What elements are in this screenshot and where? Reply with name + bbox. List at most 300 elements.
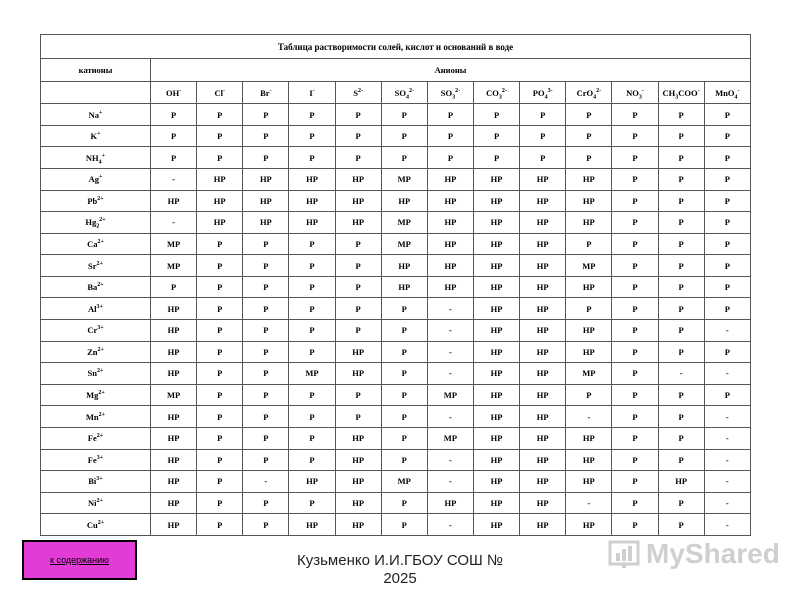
solubility-cell: P xyxy=(612,320,658,342)
solubility-cell: P xyxy=(289,320,335,342)
formula-base: NO xyxy=(626,87,639,98)
solubility-cell: P xyxy=(335,104,381,126)
solubility-cell: HP xyxy=(473,341,519,363)
solubility-cell: P xyxy=(197,104,243,126)
solubility-cell: P xyxy=(427,104,473,126)
solubility-cell: P xyxy=(335,233,381,255)
solubility-cell: P xyxy=(289,104,335,126)
formula-superscript: - xyxy=(641,87,644,94)
solubility-cell: HP xyxy=(473,190,519,212)
solubility-cell: HP xyxy=(151,449,197,471)
anion-header-cell xyxy=(473,81,519,103)
formula-base: Ba xyxy=(87,282,98,293)
solubility-cell: HP xyxy=(520,190,566,212)
formula-base: Ag xyxy=(88,174,99,185)
solubility-cell: HP xyxy=(520,341,566,363)
solubility-cell: P xyxy=(612,471,658,493)
solubility-cell: P xyxy=(197,255,243,277)
cation-cell xyxy=(41,514,151,536)
cation-cell xyxy=(41,384,151,406)
solubility-cell: P xyxy=(658,233,704,255)
solubility-cell: P xyxy=(658,276,704,298)
anions-header: Анионы xyxy=(151,59,751,81)
solubility-cell: HP xyxy=(151,341,197,363)
solubility-cell: HP xyxy=(520,384,566,406)
solubility-cell: HP xyxy=(427,276,473,298)
formula-base: Fe xyxy=(87,454,97,465)
solubility-cell: HP xyxy=(427,492,473,514)
logo-text: MyShared xyxy=(646,538,780,569)
solubility-cell: HP xyxy=(151,298,197,320)
solubility-cell: P xyxy=(197,320,243,342)
solubility-cell: P xyxy=(612,492,658,514)
solubility-cell: HP xyxy=(566,449,612,471)
anion-header-cell xyxy=(243,81,289,103)
solubility-cell: P xyxy=(612,363,658,385)
formula-subscript: 4 xyxy=(98,159,102,166)
solubility-cell: HP xyxy=(520,320,566,342)
table-row xyxy=(41,147,751,169)
solubility-cell: P xyxy=(566,233,612,255)
solubility-cell: HP xyxy=(151,320,197,342)
solubility-cell: HP xyxy=(381,190,427,212)
anion-header-cell xyxy=(658,81,704,103)
solubility-cell: P xyxy=(197,341,243,363)
formula-base: CO xyxy=(486,87,499,98)
solubility-cell: P xyxy=(566,104,612,126)
solubility-cell: P xyxy=(704,384,750,406)
solubility-cell: P xyxy=(612,449,658,471)
solubility-cell: P xyxy=(658,190,704,212)
solubility-cell: HP xyxy=(473,406,519,428)
formula-base: Fe xyxy=(87,433,97,444)
formula-base: Zn xyxy=(87,346,98,357)
solubility-cell: P xyxy=(289,233,335,255)
table-row xyxy=(41,427,751,449)
solubility-cell: P xyxy=(612,168,658,190)
formula-superscript: + xyxy=(101,152,106,159)
solubility-cell: - xyxy=(427,406,473,428)
formula-base: I xyxy=(309,87,313,98)
formula-superscript: + xyxy=(97,131,101,138)
formula-superscript: - xyxy=(179,87,182,94)
solubility-cell: HP xyxy=(197,212,243,234)
solubility-cell: - xyxy=(427,449,473,471)
solubility-cell: HP xyxy=(473,212,519,234)
solubility-cell: MP xyxy=(566,363,612,385)
solubility-cell: P xyxy=(381,125,427,147)
formula-base: Ni xyxy=(88,497,97,508)
formula-base: Al xyxy=(88,303,97,314)
solubility-cell: P xyxy=(197,276,243,298)
anion-header-cell xyxy=(381,81,427,103)
table-row xyxy=(41,320,751,342)
solubility-cell: P xyxy=(243,147,289,169)
formula-superscript: 2+ xyxy=(97,347,104,354)
cation-cell xyxy=(41,212,151,234)
anion-header-cell xyxy=(520,81,566,103)
formula-subscript: 3 xyxy=(452,94,456,101)
solubility-cell: MP xyxy=(289,363,335,385)
solubility-cell: - xyxy=(427,341,473,363)
solubility-cell: HP xyxy=(335,212,381,234)
solubility-cell: P xyxy=(658,427,704,449)
solubility-cell: P xyxy=(658,298,704,320)
formula-superscript: 2+ xyxy=(96,433,104,440)
anion-header-row xyxy=(41,81,751,103)
solubility-cell: P xyxy=(612,212,658,234)
solubility-cell: P xyxy=(335,125,381,147)
solubility-cell: - xyxy=(704,406,750,428)
footer-author xyxy=(270,552,530,588)
formula-base: Ca xyxy=(87,239,98,249)
solubility-cell: HP xyxy=(473,363,519,385)
anion-header-cell xyxy=(197,81,243,103)
solubility-cell: P xyxy=(658,125,704,147)
solubility-cell: P xyxy=(427,147,473,169)
solubility-cell: - xyxy=(704,471,750,493)
formula-superscript: 2- xyxy=(358,87,363,94)
solubility-cell: P xyxy=(243,341,289,363)
solubility-cell: HP xyxy=(566,212,612,234)
solubility-cell: P xyxy=(197,363,243,385)
solubility-cell: HP xyxy=(473,449,519,471)
solubility-cell: HP xyxy=(427,168,473,190)
solubility-cell: P xyxy=(289,406,335,428)
solubility-cell: - xyxy=(427,471,473,493)
solubility-cell: P xyxy=(612,298,658,320)
formula-base: OH xyxy=(165,87,180,98)
solubility-cell: P xyxy=(658,449,704,471)
solubility-cell: P xyxy=(704,168,750,190)
formula-superscript: 2+ xyxy=(97,368,104,375)
back-to-contents-button[interactable]: к содержанию xyxy=(22,540,137,580)
anion-corner-cell xyxy=(41,81,151,103)
solubility-cell: P xyxy=(289,492,335,514)
solubility-cell: P xyxy=(658,212,704,234)
solubility-cell: P xyxy=(612,125,658,147)
solubility-cell: P xyxy=(473,125,519,147)
solubility-cell: P xyxy=(658,147,704,169)
formula-superscript: 2+ xyxy=(97,196,104,203)
solubility-cell: HP xyxy=(335,471,381,493)
solubility-cell: HP xyxy=(473,492,519,514)
anion-header-cell xyxy=(612,81,658,103)
solubility-cell: P xyxy=(381,341,427,363)
formula-superscript: 3- xyxy=(547,87,553,94)
formula-base: PO xyxy=(532,87,545,98)
solubility-cell: P xyxy=(335,255,381,277)
formula-subscript: 2 xyxy=(96,224,100,231)
table-row xyxy=(41,104,751,126)
solubility-cell: P xyxy=(612,384,658,406)
solubility-cell: HP xyxy=(520,471,566,493)
cation-cell xyxy=(41,449,151,471)
solubility-cell: P xyxy=(197,384,243,406)
solubility-cell: P xyxy=(335,298,381,320)
formula-superscript: 2+ xyxy=(98,411,106,418)
formula-base: Pb xyxy=(87,195,98,206)
solubility-cell: HP xyxy=(335,492,381,514)
formula-superscript: 2+ xyxy=(97,519,105,526)
solubility-cell: P xyxy=(289,147,335,169)
table-row xyxy=(41,449,751,471)
solubility-cell: HP xyxy=(335,363,381,385)
solubility-cell: P xyxy=(566,147,612,169)
solubility-cell: P xyxy=(658,168,704,190)
table-row xyxy=(41,514,751,536)
solubility-cell: - xyxy=(704,514,750,536)
table-row xyxy=(41,298,751,320)
solubility-cell: MP xyxy=(427,427,473,449)
solubility-cell: P xyxy=(658,384,704,406)
anion-header-cell xyxy=(704,81,750,103)
solubility-cell: P xyxy=(381,406,427,428)
solubility-cell: P xyxy=(243,514,289,536)
formula-superscript: + xyxy=(98,174,103,181)
cation-cell xyxy=(41,427,151,449)
solubility-cell: P xyxy=(151,276,197,298)
solubility-cell: HP xyxy=(473,255,519,277)
formula-superscript: 2+ xyxy=(97,239,104,246)
solubility-cell: P xyxy=(658,104,704,126)
solubility-cell: P xyxy=(658,341,704,363)
solubility-cell: MP xyxy=(381,233,427,255)
solubility-cell: P xyxy=(243,233,289,255)
formula-base: Mg xyxy=(86,390,99,401)
solubility-cell: HP xyxy=(151,190,197,212)
solubility-cell: HP xyxy=(381,276,427,298)
solubility-cell: HP xyxy=(520,255,566,277)
formula-base: SO xyxy=(440,87,453,98)
cation-cell xyxy=(41,125,151,147)
solubility-cell: P xyxy=(381,384,427,406)
solubility-cell: P xyxy=(704,125,750,147)
solubility-cell: P xyxy=(243,406,289,428)
table-row xyxy=(41,190,751,212)
formula-superscript: 3+ xyxy=(97,325,104,332)
solubility-cell: P xyxy=(566,125,612,147)
solubility-cell: P xyxy=(197,406,243,428)
table-row xyxy=(41,255,751,277)
solubility-cell: HP xyxy=(151,363,197,385)
solubility-cell: P xyxy=(243,255,289,277)
solubility-cell: MP xyxy=(566,255,612,277)
solubility-cell: HP xyxy=(473,320,519,342)
solubility-cell: P xyxy=(335,406,381,428)
cation-cell xyxy=(41,276,151,298)
table-row xyxy=(41,471,751,493)
solubility-cell: HP xyxy=(566,320,612,342)
solubility-cell: HP xyxy=(566,427,612,449)
solubility-cell: - xyxy=(566,406,612,428)
solubility-cell: P xyxy=(704,233,750,255)
solubility-cell: HP xyxy=(289,168,335,190)
solubility-cell: HP xyxy=(243,190,289,212)
solubility-cell: - xyxy=(151,212,197,234)
solubility-cell: P xyxy=(566,298,612,320)
solubility-cell: P xyxy=(151,125,197,147)
solubility-cell: - xyxy=(427,514,473,536)
solubility-cell: HP xyxy=(566,168,612,190)
solubility-cell: HP xyxy=(427,212,473,234)
solubility-cell: HP xyxy=(658,471,704,493)
anion-header-cell xyxy=(151,81,197,103)
solubility-cell: HP xyxy=(566,276,612,298)
solubility-cell: MP xyxy=(151,233,197,255)
solubility-cell: P xyxy=(197,233,243,255)
group-header-row xyxy=(41,59,751,81)
formula-superscript: - xyxy=(269,87,272,94)
formula-superscript: 2- xyxy=(501,87,507,94)
solubility-cell: P xyxy=(427,125,473,147)
solubility-cell: HP xyxy=(335,190,381,212)
solubility-cell: P xyxy=(520,147,566,169)
solubility-cell: P xyxy=(381,320,427,342)
formula-superscript: 2+ xyxy=(99,217,106,224)
solubility-cell: HP xyxy=(197,190,243,212)
solubility-cell: - xyxy=(704,320,750,342)
solubility-cell: P xyxy=(197,298,243,320)
formula-superscript: 3+ xyxy=(96,454,104,461)
formula-base: Na xyxy=(88,109,99,120)
solubility-cell: HP xyxy=(289,471,335,493)
solubility-cell: P xyxy=(335,276,381,298)
table-title: Таблица растворимости солей, кислот и оснований в воде xyxy=(41,35,751,59)
solubility-cell: P xyxy=(658,320,704,342)
solubility-cell: - xyxy=(566,492,612,514)
formula-base: Br xyxy=(260,87,270,98)
solubility-cell: MP xyxy=(381,168,427,190)
solubility-cell: P xyxy=(197,427,243,449)
solubility-cell: - xyxy=(704,492,750,514)
solubility-cell: P xyxy=(197,449,243,471)
solubility-cell: P xyxy=(612,255,658,277)
anion-header-cell xyxy=(335,81,381,103)
solubility-cell: P xyxy=(289,449,335,471)
table-row xyxy=(41,212,751,234)
solubility-cell: P xyxy=(704,147,750,169)
solubility-cell: P xyxy=(612,104,658,126)
formula-superscript: 2+ xyxy=(96,260,103,267)
formula-superscript: 3+ xyxy=(96,303,103,310)
table-row xyxy=(41,168,751,190)
solubility-cell: HP xyxy=(427,255,473,277)
solubility-cell: HP xyxy=(335,514,381,536)
solubility-cell: - xyxy=(151,168,197,190)
solubility-cell: HP xyxy=(520,212,566,234)
solubility-cell: HP xyxy=(473,168,519,190)
solubility-cell: HP xyxy=(520,449,566,471)
solubility-cell: HP xyxy=(566,341,612,363)
formula-base: Hg xyxy=(85,217,97,228)
formula-superscript: - xyxy=(222,87,225,94)
solubility-cell: P xyxy=(381,492,427,514)
formula-subscript: 4 xyxy=(593,94,597,101)
solubility-cell: P xyxy=(289,427,335,449)
solubility-cell: P xyxy=(612,233,658,255)
solubility-cell: P xyxy=(243,104,289,126)
formula-base: Cr xyxy=(87,325,98,336)
solubility-cell: P xyxy=(381,514,427,536)
solubility-cell: P xyxy=(197,514,243,536)
footer-line-1: Кузьменко И.И.ГБОУ СОШ № xyxy=(296,552,503,569)
table-row xyxy=(41,125,751,147)
formula-base: NH xyxy=(85,152,99,163)
solubility-cell: HP xyxy=(473,298,519,320)
formula-superscript: 3+ xyxy=(96,476,103,483)
solubility-cell: HP xyxy=(566,471,612,493)
solubility-cell: HP xyxy=(381,255,427,277)
solubility-cell: P xyxy=(381,147,427,169)
formula-base: CrO xyxy=(576,87,594,98)
cation-cell xyxy=(41,298,151,320)
solubility-cell: P xyxy=(612,427,658,449)
solubility-cell: HP xyxy=(289,212,335,234)
formula-superscript: 2+ xyxy=(96,498,103,505)
formula-base: CH xyxy=(662,87,676,98)
solubility-cell: P xyxy=(704,190,750,212)
solubility-cell: P xyxy=(335,147,381,169)
formula-subscript: 4 xyxy=(734,94,738,101)
table-row xyxy=(41,384,751,406)
solubility-cell: - xyxy=(658,363,704,385)
solubility-cell: HP xyxy=(520,406,566,428)
solubility-cell: HP xyxy=(566,514,612,536)
formula-base: Sr xyxy=(88,260,97,271)
solubility-cell: HP xyxy=(151,427,197,449)
myshared-logo[interactable] xyxy=(608,538,780,570)
formula-tail: COO xyxy=(678,87,698,98)
table-row xyxy=(41,233,751,255)
solubility-cell: P xyxy=(473,104,519,126)
formula-subscript: 3 xyxy=(675,94,679,101)
solubility-cell: HP xyxy=(520,168,566,190)
solubility-cell: - xyxy=(427,298,473,320)
chart-icon xyxy=(608,539,640,569)
solubility-cell: HP xyxy=(151,471,197,493)
solubility-cell: HP xyxy=(520,298,566,320)
formula-superscript: - xyxy=(312,87,315,94)
solubility-cell: P xyxy=(612,514,658,536)
solubility-cell: P xyxy=(704,276,750,298)
solubility-cell: HP xyxy=(335,449,381,471)
solubility-cell: P xyxy=(612,341,658,363)
solubility-cell: HP xyxy=(473,276,519,298)
cation-cell xyxy=(41,104,151,126)
solubility-cell: - xyxy=(704,427,750,449)
solubility-cell: P xyxy=(335,384,381,406)
solubility-cell: - xyxy=(243,471,289,493)
solubility-cell: HP xyxy=(473,471,519,493)
solubility-cell: P xyxy=(658,406,704,428)
formula-superscript: 2+ xyxy=(98,390,105,397)
table-row xyxy=(41,341,751,363)
solubility-cell: HP xyxy=(520,363,566,385)
solubility-cell: MP xyxy=(381,471,427,493)
solubility-cell: P xyxy=(243,384,289,406)
solubility-cell: MP xyxy=(151,255,197,277)
solubility-cell: P xyxy=(197,492,243,514)
solubility-cell: P xyxy=(335,320,381,342)
solubility-cell: HP xyxy=(243,212,289,234)
solubility-cell: P xyxy=(197,125,243,147)
solubility-cell: P xyxy=(520,104,566,126)
solubility-cell: P xyxy=(612,276,658,298)
solubility-cell: P xyxy=(704,104,750,126)
formula-superscript: + xyxy=(98,109,103,116)
cation-cell xyxy=(41,341,151,363)
